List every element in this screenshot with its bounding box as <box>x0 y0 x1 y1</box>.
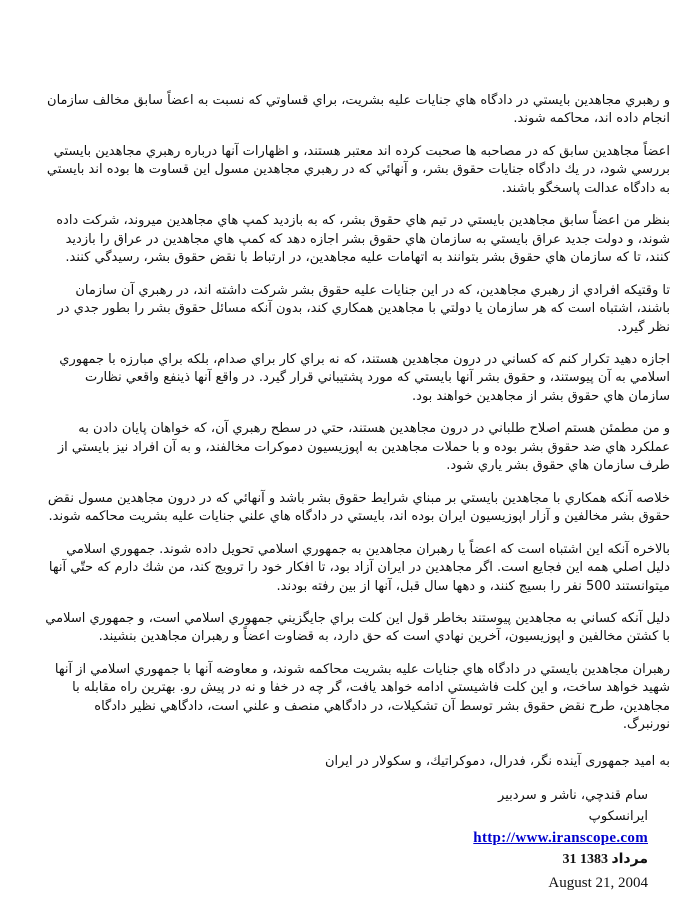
signature-block <box>45 787 648 893</box>
closing-line: به اميد جمهوری آينده نگر، فدرال، دموكراتيك، و سكولار در ايران <box>325 753 670 769</box>
paragraph: دليل آنكه كساني به مجاهدين پيوستند بخاطر قول اين كلت براي جايگزيني جمهوري اسلامي است، و جمهوري اسلامي با كشتن مخالفين و اپوزيسيون، آخرين نهادي است كه حق دارد، به قضاوت اعضاً و رهبران مجاهدين بنشيند. <box>45 610 670 645</box>
paragraph: رهبران مجاهدين بايستي در دادگاه هاي جنايات عليه بشريت محاكمه شوند، و معاوضه آنها با جمهوري اسلامي از آنها شهيد خواهد ساخت، و اين كلت فاشيستي ادامه خواهد يافت، گر چه در خفا و نه در پيش رو. بهترين راه مقابله با مجاهدين، طرح نقض حقوق بشر توسط آن تشكيلات، در دادگاهي منصف و علني است، دادگاهي نظير دادگاه نورنبرگ. <box>54 661 670 733</box>
paragraph: و رهبري مجاهدين بايستي در دادگاه هاي جنايات عليه بشريت، براي قساوتي كه نسبت به اعضاً سابق مخالف سازمان انجام داده اند، محاكمه شوند. <box>47 93 670 127</box>
paragraph: تا وقتيكه افرادي از رهبري مجاهدين، كه در اين جنايات عليه حقوق بشر شركت داشته اند، در رهبري آن سازمان باشند، اشتباه است كه هر سازمان يا دولتي با مجاهدين همكاري كند، بدون آنكه مسائل حقوق بشر را بطور جدي در نظر گيرد. <box>57 282 670 335</box>
paragraph: و من مطمئن هستم اصلاح طلباني در درون مجاهدين هستند، حتي در سطح رهبري آن، كه خواهان پايان دادن به عملكرد هاي ضد حقوق بشر بوده و با حملات مجاهدين به اپوزيسيون دموكرات مخالفند، و به آن افراد نيز بايستي از طرف سازمان هاي حقوق بشر ياري شود. <box>57 421 670 474</box>
paragraph: اعضاً مجاهدين سابق كه در مصاحبه ها صحبت كرده اند معتبر هستند، و اظهارات آنها درباره رهبري مجاهدين بايستي بررسي شود، در يك دادگاه جنايات حقوق بشر، و آنهائي كه در رهبري مجاهدين مسول اين قساوت ها بوده اند بايستي به دادگاه عدالت پاسخگو باشند. <box>46 143 670 196</box>
signature-organization: ايرانسكوپ <box>588 808 648 824</box>
paragraph: اجازه دهيد تكرار كنم كه كساني در درون مجاهدين هستند، كه نه براي كار براي صدام، بلكه براي مبارزه با جمهوري اسلامي به آن پيوستند، و حقوق بشر آنها بايستي كه مورد پشتيباني قرار گيرد. در واقع آنها ذينفع واقعي نظارت سازمان هاي حقوق بشر از مجاهدين خواهند بود. <box>59 351 670 404</box>
paragraph: بنظر من اعضاً سابق مجاهدين بايستي در تيم هاي حقوق بشر، كه به بازديد كمپ هاي مجاهدين ميروند، شركت داده شوند، و دولت جديد عراق بايستي به سازمان هاي حقوق بشر اجازه دهد كه كمپ هاي مجاهدين در عراق را بازديد كنند، تا كه سازمان هاي حقوق بشر بتوانند به اتهامات عليه مجاهدين، در ارتباط با نقض حقوق بشر، رسيدگي كنند. <box>56 213 670 266</box>
paragraph: بالاخره آنكه اين اشتباه است كه اعضاً يا رهبران مجاهدين به جمهوري اسلامي تحويل داده شوند. جمهوري اسلامي دليل اصلي همه اين فجايع است. اگر مجاهدين در ايران آزاد بود، تا افكار خود را ترويج كند، من شك دارم كه حتّي آنها ميتوانستند 500 نفر را بسيج كنند، و دهها سال قبل، آنها از بين رفته بودند. <box>48 541 670 594</box>
signature-url-line <box>45 828 648 848</box>
iranscope-link[interactable]: http://www.iranscope.com <box>473 830 648 847</box>
english-date: August 21, 2004 <box>548 875 648 892</box>
persian-date: 31 مرداد 1383 <box>562 852 648 868</box>
signature-name: سام قندچي، ناشر و سردبير <box>498 788 648 804</box>
paragraph: خلاصه آنكه همكاري با مجاهدين بايستي بر مبناي شرايط حقوق بشر باشد و آنهائي كه در درون مجاهدين مسول نقض حقوق بشر مخالفين و آزار اپوزيسيون ايران بوده اند، بايستي در دادگاه هاي علني جنايات عليه بشريت محاكمه شوند. <box>47 490 670 525</box>
